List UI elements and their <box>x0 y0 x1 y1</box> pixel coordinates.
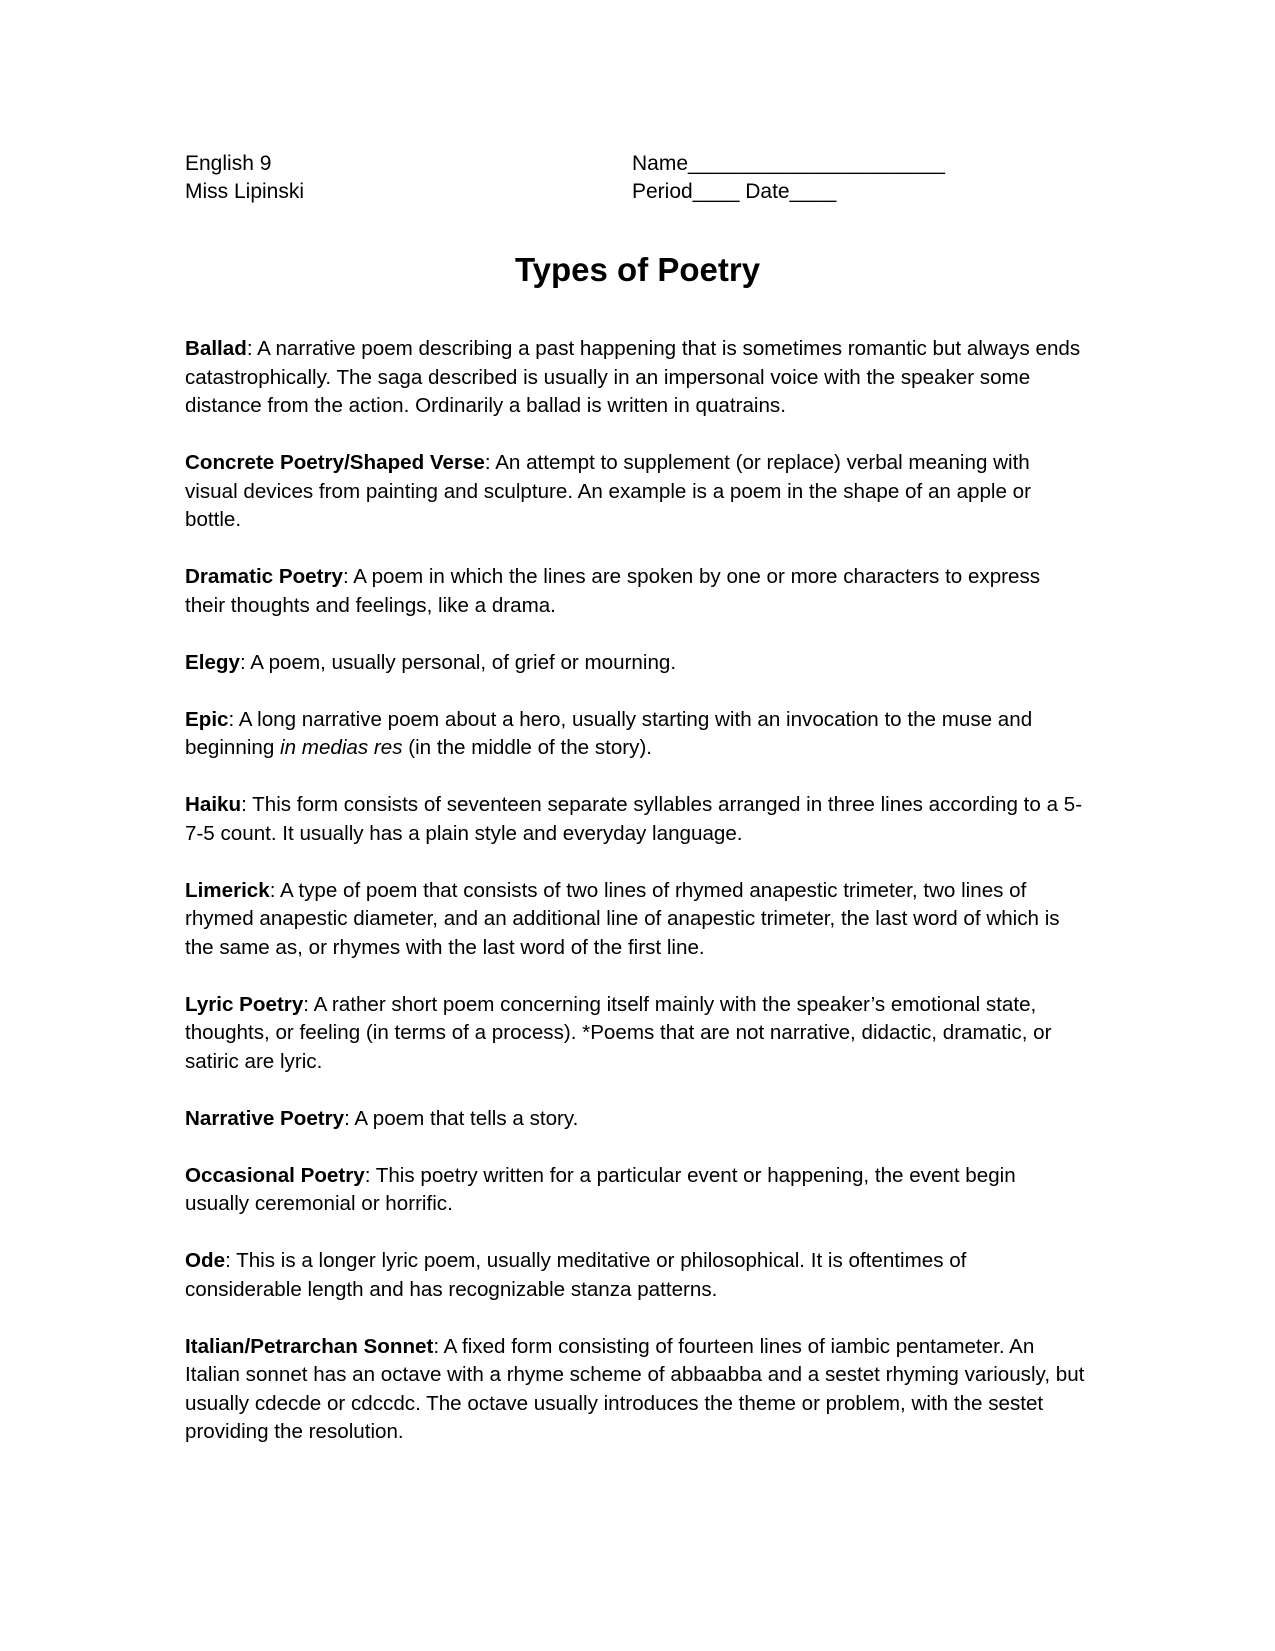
term: Narrative Poetry <box>185 1106 345 1130</box>
definition-text: : This is a longer lyric poem, usually meditative or philosophical. It is oftentimes of considerable length and has recognizable stanza patterns. <box>185 1249 967 1301</box>
term: Epic <box>185 707 229 731</box>
page-title: Types of Poetry <box>514 251 761 288</box>
period-date-line: Period____ Date____ <box>632 180 837 203</box>
definition-text: : A poem, usually personal, of grief or mourning. <box>239 650 677 674</box>
definition-occasional-poetry <box>185 1162 1085 1219</box>
course-name: English 9 <box>185 152 272 175</box>
teacher-name: Miss Lipinski <box>185 180 305 203</box>
definition-ode <box>185 1247 1085 1304</box>
student-info <box>632 150 945 206</box>
definition-text: : A long narrative poem about a hero, usually starting with an invocation to the muse and beginning <box>185 707 1033 759</box>
term: Elegy <box>185 650 240 674</box>
definition-text: : This poetry written for a particular event or happening, the event begin usually ceremonial or horrific. <box>185 1163 1016 1215</box>
definition-haiku <box>185 791 1085 848</box>
definition-italic-text: in medias res <box>280 736 403 759</box>
term: Lyric Poetry <box>185 992 304 1016</box>
course-info <box>185 150 304 206</box>
definition-text: : This form consists of seventeen separate syllables arranged in three lines according to a 5-7-5 count. It usually has a plain style and everyday language. <box>185 793 1083 845</box>
definition-text-after: (in the middle of the story). <box>402 736 653 759</box>
term: Dramatic Poetry <box>185 565 343 588</box>
definition-epic <box>185 706 1085 763</box>
definition-text: : A narrative poem describing a past happening that is sometimes romantic but always ends catastrophically. The saga described is usually in an impersonal voice with the speaker some distance from the action. Ordinarily a ballad is written in quatrains. <box>185 337 1081 417</box>
definition-text: : A type of poem that consists of two lines of rhymed anapestic trimeter, two lines of rhymed anapestic diameter, and an additional line of anapestic trimeter, the last word of which is the same as, or rhymes with the last word of the first line. <box>185 878 1060 959</box>
term: Occasional Poetry <box>185 1163 365 1187</box>
definition-text: : A fixed form consisting of fourteen lines of iambic pentameter. An Italian sonnet has an octave with a rhyme scheme of abbaabba and a sestet rhyming variously, but usually cdecde or cdccdc. The octave usually introduces the theme or problem, with the sestet providing the resolution. <box>185 1334 1085 1443</box>
definition-italian-sonnet <box>185 1333 1085 1447</box>
definition-text: : A poem that tells a story. <box>344 1106 579 1130</box>
definition-list <box>185 335 1085 1475</box>
term: Ballad <box>185 337 247 360</box>
term: Haiku <box>185 793 242 816</box>
definition-limerick <box>185 877 1085 963</box>
definition-text: : A rather short poem concerning itself mainly with the speaker’s emotional state, thoughts, or feeling (in terms of a process). *Poems that are not narrative, didactic, dramatic, or satiric are lyric. <box>185 992 1052 1073</box>
definition-concrete-poetry <box>185 449 1085 535</box>
definition-lyric-poetry <box>185 991 1085 1077</box>
term: Limerick <box>185 878 270 902</box>
term: Ode <box>185 1249 226 1272</box>
term: Italian/Petrarchan Sonnet <box>185 1334 434 1358</box>
definition-dramatic-poetry <box>185 563 1085 620</box>
definition-elegy <box>185 649 1085 678</box>
definition-narrative-poetry <box>185 1105 1085 1134</box>
term: Concrete Poetry/Shaped Verse <box>185 451 485 474</box>
name-line: Name______________________ <box>632 152 945 175</box>
definition-ballad <box>185 335 1085 421</box>
definition-text: : A poem in which the lines are spoken by one or more characters to express their thoughts and feelings, like a drama. <box>185 565 1041 617</box>
definition-text: : An attempt to supplement (or replace) verbal meaning with visual devices from painting and sculpture. An example is a poem in the shape of an apple or bottle. <box>185 451 1031 531</box>
